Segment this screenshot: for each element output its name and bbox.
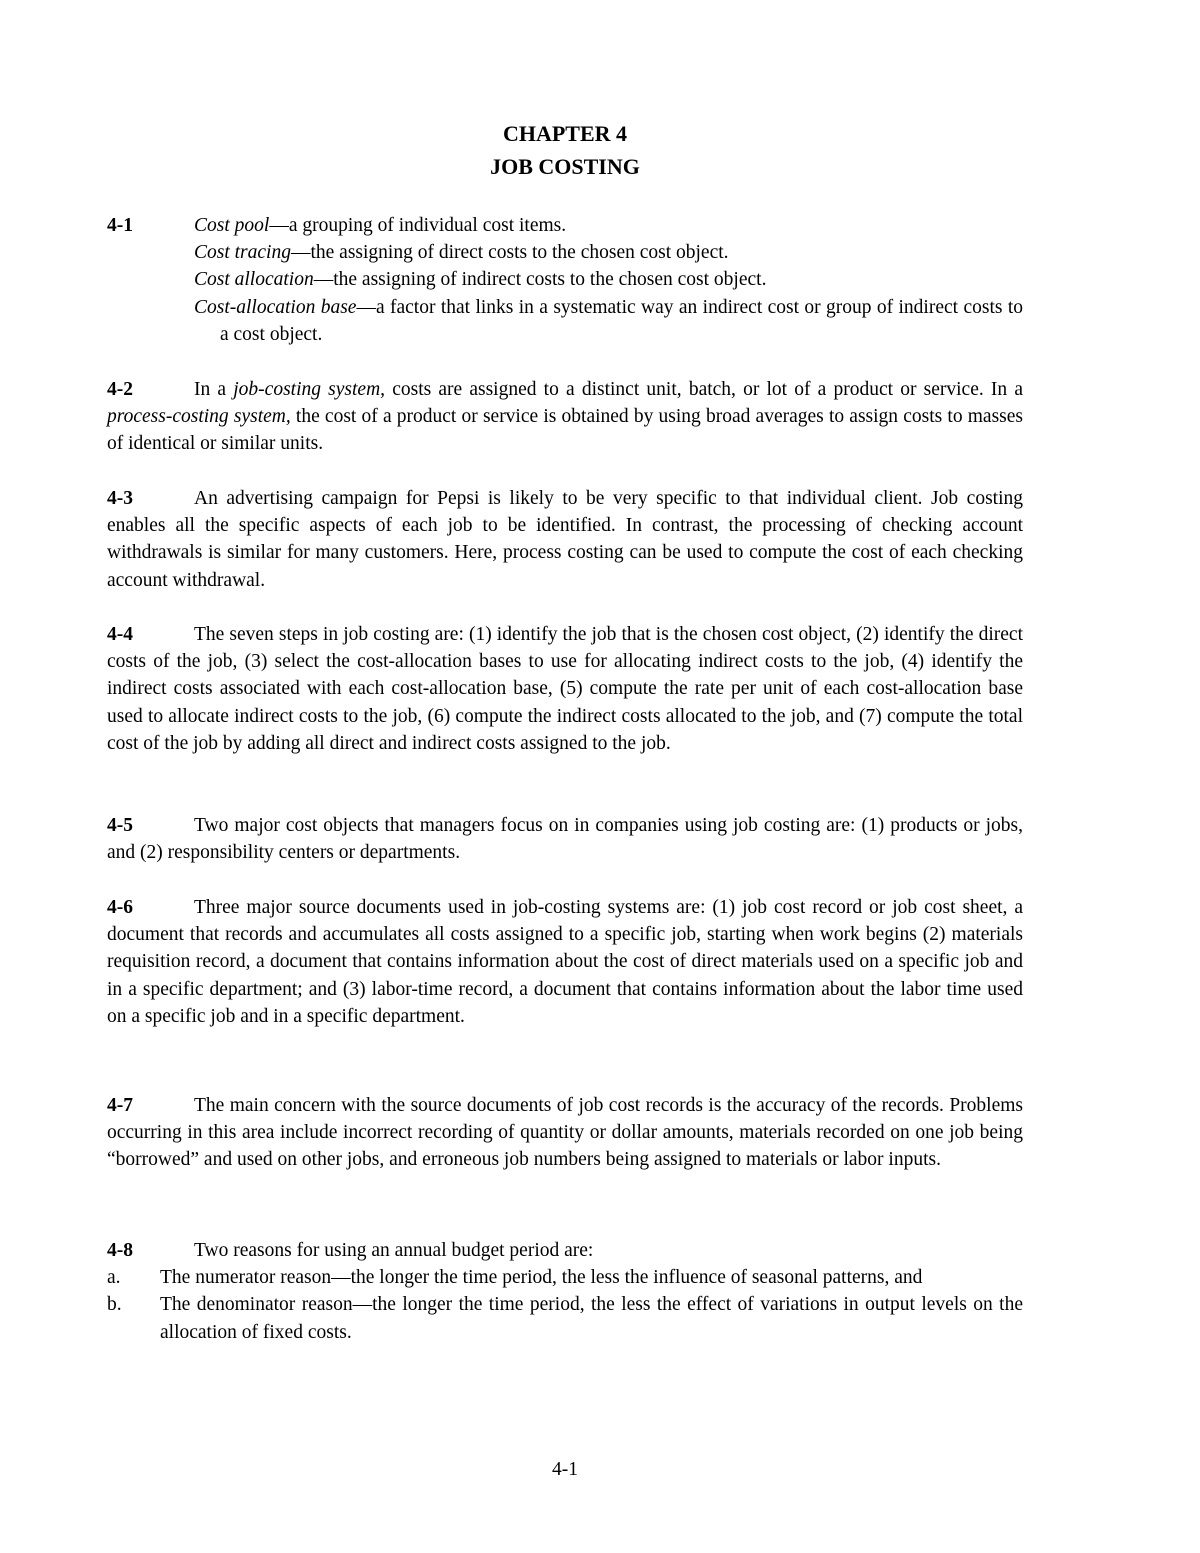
definition-text: —the assigning of indirect costs to the chosen cost object. (313, 269, 767, 291)
document-page (107, 0, 1023, 1553)
term: Cost pool (194, 215, 270, 236)
paragraph-text: The main concern with the source documents of job cost records is the accuracy of the records. Problems occurring in this area include incorrect recording of quantity or dollar amounts, materials recorded on one job being “borrowed” and used on other jobs, and erroneous job numbers being assigned to materials or labor inputs. (107, 1095, 1023, 1171)
question-4-2 (107, 376, 1023, 458)
list-item-b (107, 1291, 1023, 1345)
paragraph-text: Two reasons for using an annual budget period are: (194, 1240, 594, 1261)
question-number: 4-8 (107, 1240, 133, 1261)
chapter-title: JOB COSTING (490, 154, 640, 179)
paragraph-text: An advertising campaign for Pepsi is likely to be very specific to that individual client. Job costing enables all the specific aspects of each job to be identified. In contrast, the processing of checking account withdrawals is similar for many customers. Here, process costing can be used to compute the cost of each checking account withdrawal. (107, 488, 1023, 591)
list-letter: a. (107, 1267, 121, 1289)
question-4-7 (107, 1092, 1023, 1174)
question-number: 4-2 (107, 379, 133, 400)
question-intro (107, 1237, 1023, 1264)
question-4-3 (107, 485, 1023, 594)
definition-text: —the assigning of direct costs to the chosen cost object. (290, 242, 729, 264)
paragraph-text: Two major cost objects that managers focus on in companies using job costing are: (1) products or jobs, and (2) responsibility centers or departments. (107, 815, 1023, 864)
list-text: The denominator reason—the longer the time period, the less the effect of variations in output levels on the allocation of fixed costs. (160, 1294, 1023, 1343)
term: Cost-allocation base (194, 296, 357, 318)
question-4-4 (107, 621, 1023, 757)
definition-text: —a factor that links in a systematic way an indirect cost or group of indirect costs to a cost object. (220, 296, 1023, 345)
definition-cost-allocation-base (194, 294, 1023, 348)
definition-text: —a grouping of individual cost items. (269, 215, 567, 236)
term: Cost allocation (194, 269, 314, 291)
list-text: The numerator reason—the longer the time period, the less the influence of seasonal patterns, and (160, 1267, 923, 1289)
question-4-6 (107, 894, 1023, 1030)
paragraph-text: costs are assigned to a distinct unit, batch, or lot of a product or service. In a (385, 379, 1023, 400)
term: Cost tracing (194, 242, 291, 264)
paragraph-text: The seven steps in job costing are: (1) identify the job that is the chosen cost object, (2) identify the direct costs of the job, (3) select the cost-allocation bases to use for allocating indirect costs to the job, (4) identify the indirect costs associated with each cost-allocation base, (5) compute the rate per unit of each cost-allocation base used to allocate indirect costs to the job, (6) compute the indirect costs allocated to the job, and (7) compute the total cost of the job by adding all direct and indirect costs assigned to the job. (107, 624, 1023, 754)
list-letter: b. (107, 1294, 122, 1316)
page-number: 4-1 (552, 1459, 578, 1480)
question-4-5 (107, 812, 1023, 866)
definition-cost-pool (194, 212, 1023, 239)
question-4-8 (107, 1237, 1023, 1346)
question-4-1 (107, 212, 1023, 348)
question-number: 4-4 (107, 624, 133, 645)
paragraph-text: Three major source documents used in job-costing systems are: (1) job cost record or job cost sheet, a document that records and accumulates all costs assigned to a specific job, starting when work begins (2) materials requisition record, a document that contains information about the cost of direct materials used on a specific job and in a specific department; and (3) labor-time record, a document that contains information about the labor time used on a specific job and in a specific department. (107, 897, 1023, 1027)
question-number: 4-5 (107, 815, 133, 836)
emphasis-term: job-costing system, (233, 379, 386, 400)
definition-cost-allocation (194, 266, 1023, 293)
question-number: 4-6 (107, 897, 133, 918)
emphasis-term: process-costing system, (107, 406, 291, 428)
question-number: 4-7 (107, 1095, 133, 1116)
paragraph-text: In a (194, 379, 234, 400)
chapter-number: CHAPTER 4 (502, 121, 628, 146)
list-item-a (107, 1264, 1023, 1291)
definition-cost-tracing (194, 239, 1023, 266)
question-number: 4-1 (107, 215, 133, 236)
question-number: 4-3 (107, 488, 133, 509)
paragraph-text: the cost of a product or service is obtained by using broad averages to assign costs to masses of identical or similar units. (107, 406, 1024, 455)
